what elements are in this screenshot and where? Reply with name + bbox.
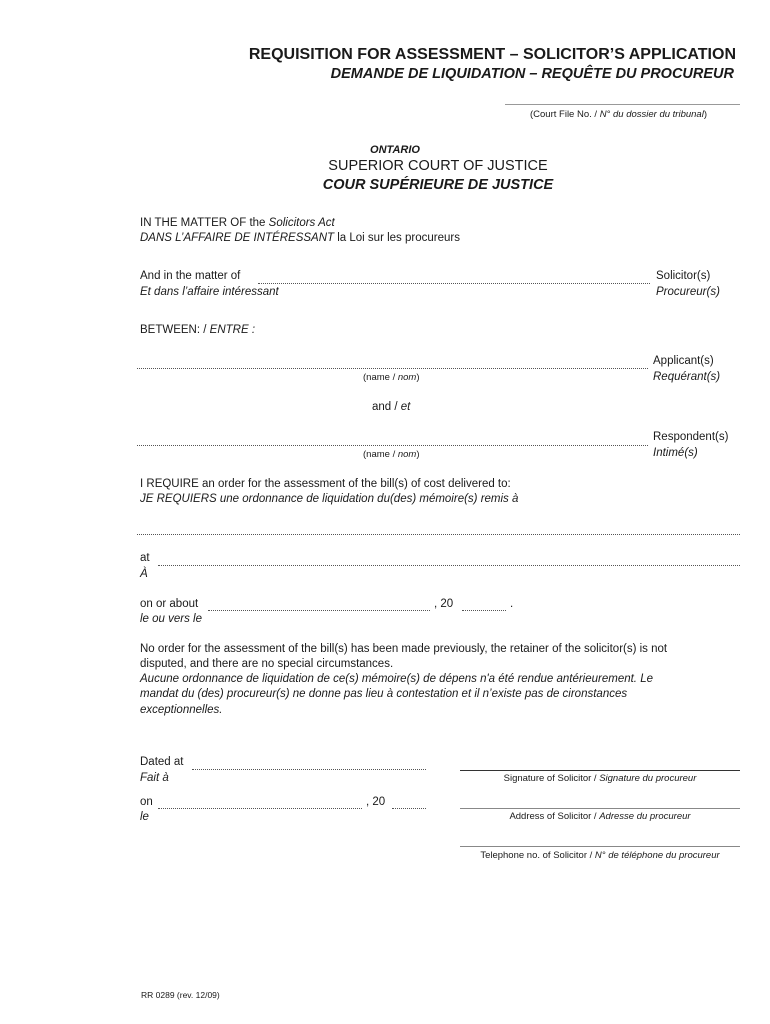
statement-fr-line1: Aucune ordonnance de liquidation de ce(s) mémoire(s) de dépens n'a été rendue antérieurement. Le bbox=[140, 673, 653, 685]
statement-en-line1: No order for the assessment of the bill(s) has been made previously, the retainer of the solicitor(s) is not bbox=[140, 643, 668, 655]
between-fr: ENTRE : bbox=[209, 324, 256, 336]
address-caption bbox=[0, 811, 770, 822]
delivery-year-field[interactable] bbox=[462, 610, 506, 611]
matter-heading-english bbox=[140, 217, 335, 229]
applicant-name-field[interactable] bbox=[137, 368, 648, 369]
dated-on-label-fr: le bbox=[140, 811, 149, 823]
and-in-matter-label-en: And in the matter of bbox=[140, 270, 241, 282]
and-in-matter-label-fr: Et dans l’affaire intéressant bbox=[140, 286, 279, 298]
signature-field[interactable] bbox=[460, 770, 740, 771]
applicant-label-fr: Requérant(s) bbox=[653, 371, 721, 383]
at-label-fr: À bbox=[140, 568, 148, 580]
court-province: ONTARIO bbox=[370, 144, 420, 156]
matter-heading-french bbox=[140, 232, 460, 244]
respondent-name-caption bbox=[363, 449, 420, 460]
name-caption-en: (name / bbox=[363, 449, 398, 460]
matter-heading-en-a: IN THE MATTER OF the bbox=[140, 217, 269, 229]
delivery-location-field[interactable] bbox=[158, 565, 740, 566]
address-caption-en: Address of Solicitor / bbox=[509, 811, 600, 822]
court-name-french: COUR SUPÉRIEURE DE JUSTICE bbox=[322, 177, 554, 193]
telephone-caption-en: Telephone no. of Solicitor / bbox=[480, 850, 595, 861]
delivery-period: . bbox=[510, 598, 514, 610]
signature-caption bbox=[0, 773, 770, 784]
delivery-date-field[interactable] bbox=[208, 610, 430, 611]
name-caption-close: ) bbox=[416, 372, 420, 383]
solicitor-label-en: Solicitor(s) bbox=[656, 270, 711, 282]
between-en: BETWEEN: / bbox=[140, 324, 210, 336]
require-statement-en: I REQUIRE an order for the assessment of the bill(s) of cost delivered to: bbox=[140, 478, 511, 490]
dated-at-label-fr: Fait à bbox=[140, 772, 169, 784]
require-statement-fr: JE REQUIERS une ordonnance de liquidation du(des) mémoire(s) remis à bbox=[140, 493, 519, 505]
dated-year-prefix: , 20 bbox=[366, 796, 386, 808]
telephone-caption-fr: N° de téléphone du procureur bbox=[594, 850, 720, 861]
telephone-caption bbox=[0, 850, 770, 861]
matter-heading-fr-a: DANS L’AFFAIRE DE INTÉRESSANT bbox=[140, 232, 335, 244]
name-caption-en: (name / bbox=[363, 372, 398, 383]
dated-at-label-en: Dated at bbox=[140, 756, 184, 768]
solicitor-telephone-field[interactable] bbox=[460, 846, 740, 847]
address-caption-fr: Adresse du procureur bbox=[599, 811, 691, 822]
dated-on-label-en: on bbox=[140, 796, 153, 808]
court-file-label-close: ) bbox=[703, 109, 707, 120]
dated-year-field[interactable] bbox=[392, 808, 426, 809]
solicitor-label-fr: Procureur(s) bbox=[656, 286, 720, 298]
statement-fr-line2: mandat du (des) procureur(s) ne donne pas lieu à contestation et il n’existe pas de cironstances bbox=[140, 688, 628, 700]
delivery-year-prefix: , 20 bbox=[434, 598, 454, 610]
at-label-en: at bbox=[140, 552, 150, 564]
on-or-about-label-en: on or about bbox=[140, 598, 199, 610]
name-caption-fr: nom bbox=[397, 449, 417, 460]
solicitors-act-title: Solicitors Act bbox=[268, 217, 335, 229]
between-label bbox=[140, 324, 255, 336]
respondent-label-fr: Intimé(s) bbox=[653, 447, 698, 459]
respondent-label-en: Respondent(s) bbox=[653, 431, 729, 443]
delivered-to-field[interactable] bbox=[137, 534, 740, 535]
and-en: and / bbox=[372, 401, 401, 413]
respondent-name-field[interactable] bbox=[137, 445, 648, 446]
court-file-label-fr: N° du dossier du tribunal bbox=[599, 109, 704, 120]
name-caption-fr: nom bbox=[397, 372, 417, 383]
court-file-number-label bbox=[530, 109, 707, 120]
statement-en-line2: disputed, and there are no special circumstances. bbox=[140, 658, 394, 670]
solicitor-name-field[interactable] bbox=[258, 283, 650, 284]
name-caption-close: ) bbox=[416, 449, 420, 460]
court-name-english: SUPERIOR COURT OF JUSTICE bbox=[328, 158, 548, 174]
and-separator bbox=[372, 401, 410, 413]
applicant-label-en: Applicant(s) bbox=[653, 355, 714, 367]
court-file-label-en: (Court File No. / bbox=[530, 109, 600, 120]
form-title-french: DEMANDE DE LIQUIDATION – REQUÊTE DU PROCUREUR bbox=[330, 66, 734, 82]
on-or-about-label-fr: le ou vers le bbox=[140, 613, 203, 625]
signature-caption-fr: Signature du procureur bbox=[599, 773, 697, 784]
dated-at-field[interactable] bbox=[192, 769, 426, 770]
dated-on-field[interactable] bbox=[158, 808, 362, 809]
signature-caption-en: Signature of Solicitor / bbox=[503, 773, 600, 784]
statement-fr-line3: exceptionnelles. bbox=[140, 704, 223, 716]
matter-heading-fr-b: la Loi sur les procureurs bbox=[334, 232, 460, 244]
form-code: RR 0289 (rev. 12/09) bbox=[141, 990, 220, 1000]
applicant-name-caption bbox=[363, 372, 420, 383]
court-file-number-field[interactable] bbox=[505, 104, 740, 105]
solicitor-address-field[interactable] bbox=[460, 808, 740, 809]
form-title-english: REQUISITION FOR ASSESSMENT – SOLICITOR’S APPLICATION bbox=[248, 46, 736, 63]
and-fr: et bbox=[400, 401, 411, 413]
